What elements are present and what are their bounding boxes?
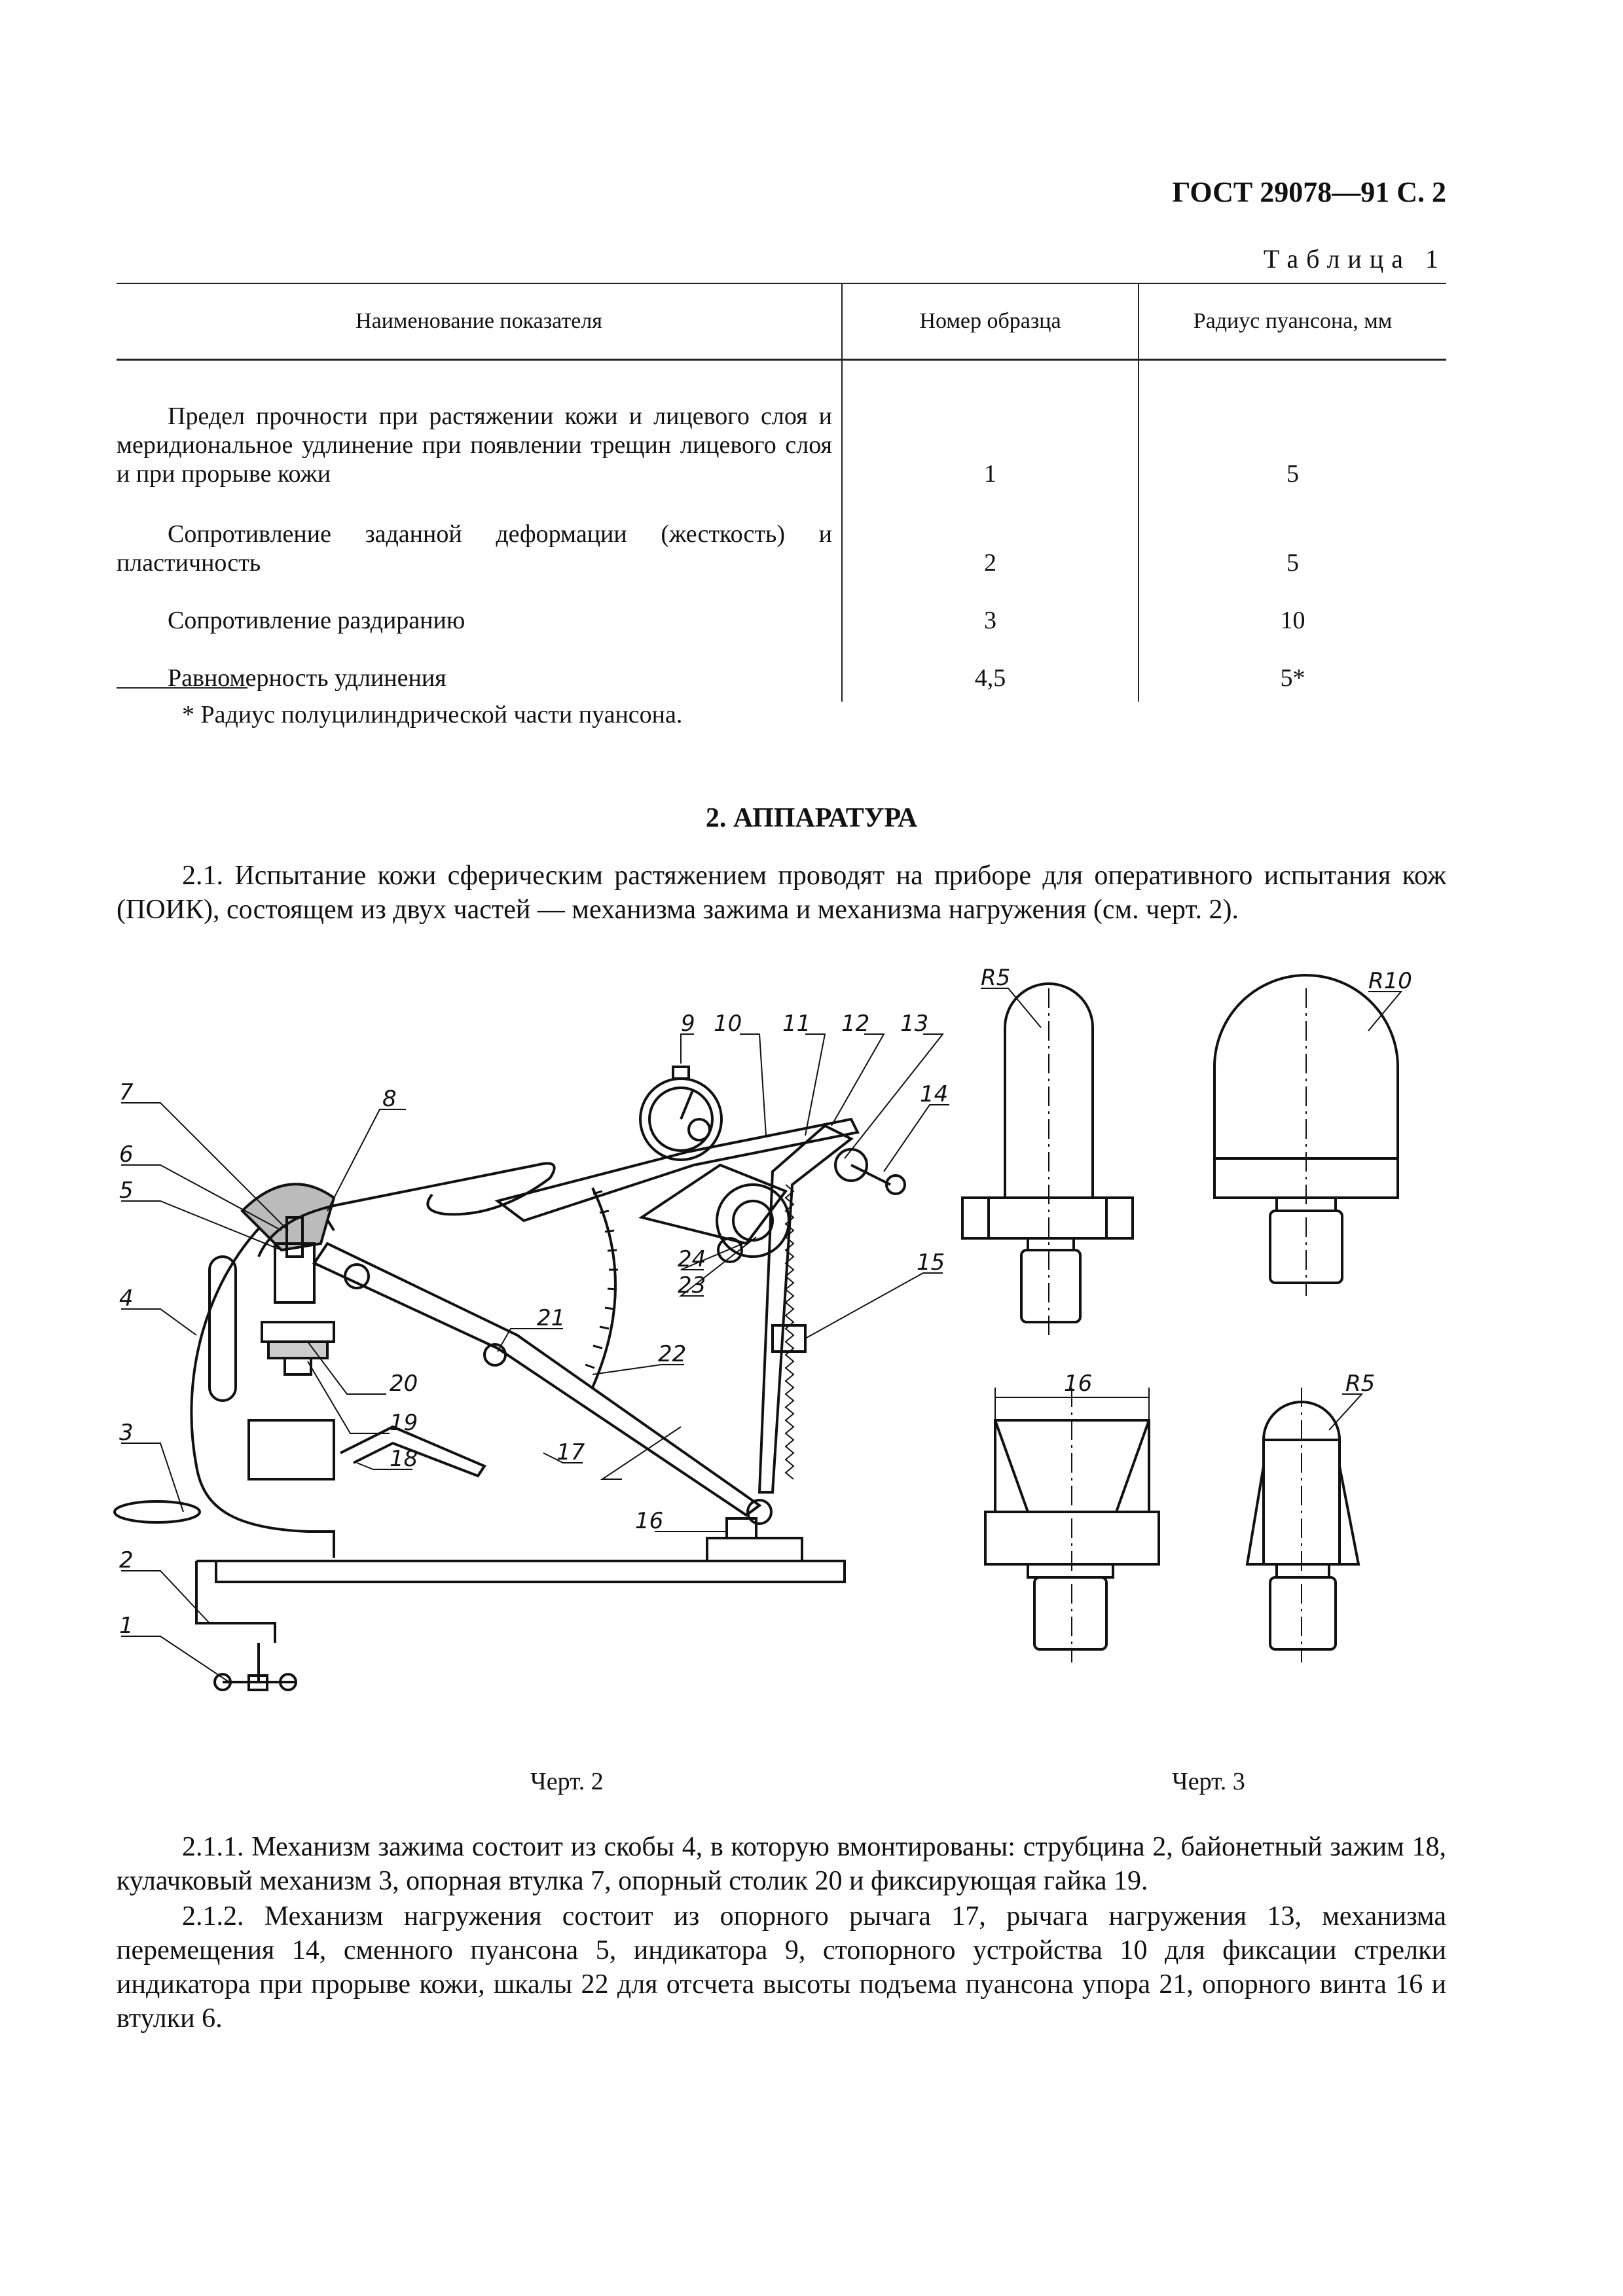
column-header: Наименование показателя: [117, 283, 842, 360]
label-21: 21: [537, 1305, 566, 1331]
table-footnote: * Радиус полуцилиндрической части пуансона.: [182, 701, 683, 728]
label-3: 3: [119, 1420, 134, 1446]
column-header: Радиус пуансона, мм: [1139, 283, 1446, 360]
label-17: 17: [556, 1439, 585, 1465]
row-radius: 5: [1139, 497, 1446, 586]
label-22: 22: [658, 1341, 687, 1367]
row-sample: 1: [842, 360, 1139, 497]
section-title: 2. АППАРАТУРА: [705, 803, 918, 833]
label-23: 23: [678, 1272, 706, 1299]
row-sample: 2: [842, 497, 1139, 586]
label-19: 19: [390, 1410, 418, 1436]
table-row: [117, 497, 1446, 586]
label-14: 14: [920, 1081, 949, 1107]
label-11: 11: [782, 1011, 811, 1037]
figures-area: [0, 969, 1623, 1754]
row-radius: 10: [1139, 586, 1446, 644]
row-name: Сопротивление заданной деформации (жесткость) и пластичность: [117, 520, 832, 577]
label-8: 8: [382, 1086, 397, 1112]
table-row: [117, 644, 1446, 702]
label-2: 2: [119, 1547, 134, 1573]
label-5: 5: [119, 1177, 134, 1204]
punch-label: R5: [1345, 1371, 1376, 1397]
label-6: 6: [119, 1141, 134, 1168]
figure-caption-2: Черт. 2: [530, 1768, 604, 1795]
label-1: 1: [119, 1613, 134, 1639]
label-15: 15: [917, 1249, 945, 1276]
device-labels: [119, 1011, 948, 1639]
punch-label: R5: [981, 969, 1011, 991]
punch-labels: [981, 969, 1412, 1397]
figure-caption-3: Черт. 3: [1172, 1768, 1245, 1795]
row-sample: 3: [842, 586, 1139, 644]
device-drawing: [115, 1034, 949, 1690]
paragraph-2-1-1: 2.1.1. Механизм зажима состоит из скобы 4, в которую вмонтированы: струбцина 2, байонетный зажим 18, кулачковый механизм 3, опорная втулка 7, опорный столик 20 и фиксирующая гайка 19.: [117, 1832, 1446, 1896]
table-caption: Таблица 1: [1263, 244, 1446, 274]
label-12: 12: [841, 1011, 870, 1037]
document-header: ГОСТ 29078—91 С. 2: [1172, 176, 1446, 208]
label-24: 24: [678, 1246, 706, 1272]
punch-wide: [985, 1388, 1159, 1662]
punch-r10: [1214, 975, 1401, 1296]
label-4: 4: [119, 1285, 134, 1312]
label-18: 18: [390, 1446, 418, 1472]
table-row: [117, 586, 1446, 644]
row-name: Сопротивление раздиранию: [168, 606, 465, 634]
row-name: Равномерность удлинения: [168, 664, 447, 692]
paragraph-2-1-2: 2.1.2. Механизм нагружения состоит из опорного рычага 17, рычага нагружения 13, механизма перемещения 14, сменного пуансона 5, индикатора 9, стопорного устройства 10 для фиксации стрелки индикатора при прорыве кожи, шкалы 22 для отсчета высоты подъема пуансона упора 21, опорного винта 16 и втулки 6.: [117, 1901, 1446, 2034]
label-16: 16: [635, 1508, 664, 1534]
label-20: 20: [390, 1371, 418, 1397]
row-radius: 5*: [1139, 644, 1446, 702]
row-sample: 4,5: [842, 644, 1139, 702]
paragraph-2-1: 2.1. Испытание кожи сферическим растяжением проводят на приборе для оперативного испытания кож (ПОИК), состоящем из двух частей — механизма зажима и механизма нагружения (см. черт. 2).: [117, 861, 1446, 925]
table-row: [117, 360, 1446, 497]
punch-label: 16: [1064, 1371, 1093, 1397]
punch-r5-top: [962, 984, 1133, 1335]
column-header: Номер образца: [842, 283, 1139, 360]
punch-label: R10: [1368, 969, 1412, 994]
footnote-rule: [117, 687, 247, 689]
label-7: 7: [119, 1079, 134, 1105]
label-10: 10: [714, 1011, 742, 1037]
table-header-row: [117, 283, 1446, 360]
punch-r5-bottom: [1247, 1388, 1362, 1662]
table-1: [117, 283, 1446, 702]
row-name: Предел прочности при растяжении кожи и лицевого слоя и меридиональное удлинение при появлении трещин лицевого слоя и при прорыве кожи: [117, 402, 832, 488]
row-radius: 5: [1139, 360, 1446, 497]
label-13: 13: [900, 1011, 929, 1037]
label-9: 9: [681, 1011, 695, 1037]
